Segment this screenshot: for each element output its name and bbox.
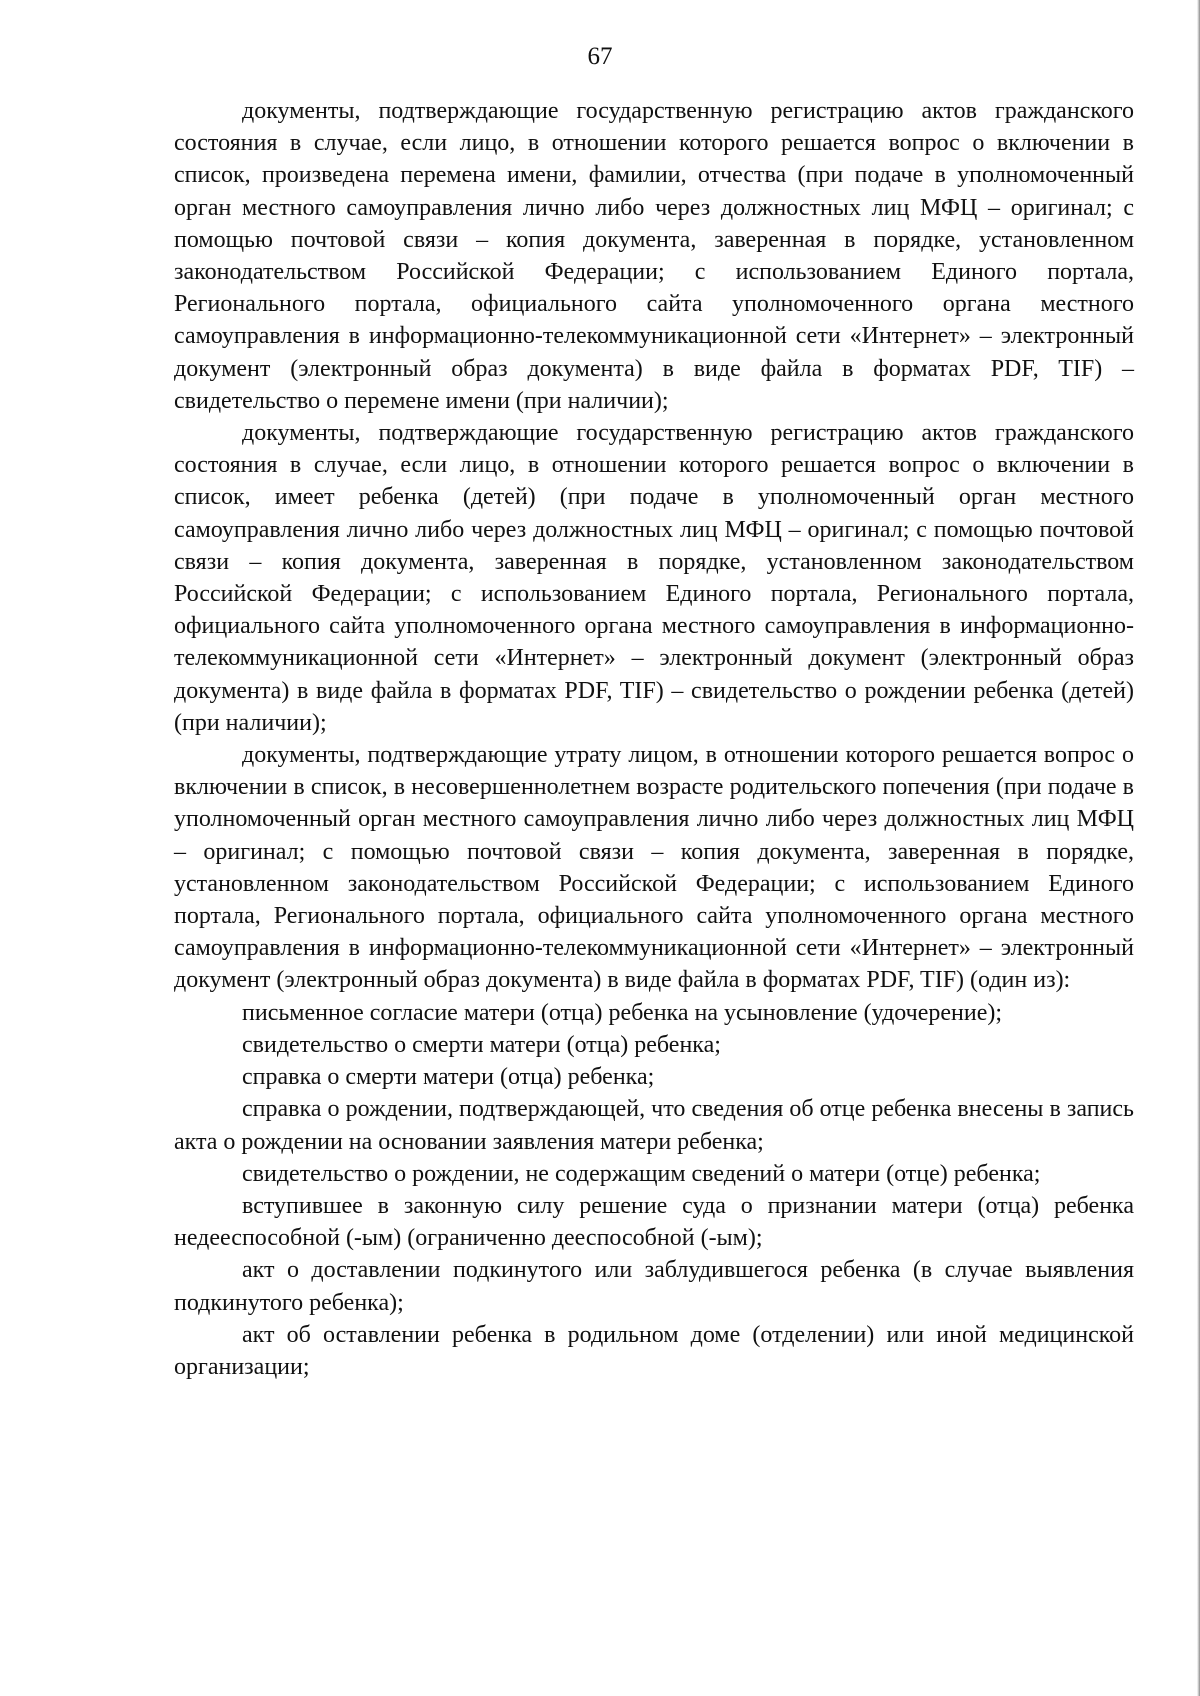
list-item-foundling-act: акт о доставлении подкинутого или заблудившегося ребенка (в случае выявления подкинутого ребенка); — [174, 1257, 1134, 1316]
list-item-adoption-consent: письменное согласие матери (отца) ребенка на усыновление (удочерение); — [242, 999, 1003, 1026]
list-item-court-decision: вступившее в законную силу решение суда о признании матери (отца) ребенка недееспособной (-ым) (ограниченно дееспособной (-ым); — [174, 1192, 1134, 1252]
list-item-death-certificate: свидетельство о смерти матери (отца) ребенка; — [242, 1031, 721, 1058]
list-item-death-note: справка о смерти матери (отца) ребенка; — [242, 1064, 655, 1091]
list-item-birth-certificate: свидетельство о рождении, не содержащим сведений о матери (отце) ребенка; — [242, 1160, 1041, 1187]
document-body — [174, 95, 1134, 1383]
list-item-birth-note: справка о рождении, подтверждающей, что сведения об отце ребенка внесены в запись акта о рождении на основании заявления матери ребенка; — [174, 1096, 1134, 1155]
paragraph-name-change-documents: документы, подтверждающие государственную регистрацию актов гражданского состояния в случае, если лицо, в отношении которого решается вопрос о включении в список, произведена перемена имени, фамилии, отчества (при подаче в уполномоченный орган местного самоуправления лично либо через должностных лиц МФЦ – оригинал; с помощью почтовой связи – копия документа, заверенная в порядке, установленном законодательством Российской Федерации; с использованием Единого портала, Регионального портала, официального сайта уполномоченного органа местного самоуправления в информационно-телекоммуникационной сети «Интернет» – электронный документ (электронный образ документа) в виде файла в форматах PDF, TIF) – свидетельство о перемене имени (при наличии); — [174, 98, 1134, 414]
page-number: 67 — [587, 43, 613, 70]
paragraph-parental-care-loss: документы, подтверждающие утрату лицом, в отношении которого решается вопрос о включении в список, в несовершеннолетнем возрасте родительского попечения (при подаче в уполномоченный орган местного самоуправления лично либо через должностных лиц МФЦ – оригинал; с помощью почтовой связи – копия документа, заверенная в порядке, установленном законодательством Российской Федерации; с использованием Единого портала, Регионального портала, официального сайта уполномоченного органа местного самоуправления в информационно-телекоммуникационной сети «Интернет» – электронный документ (электронный образ документа) в виде файла в форматах PDF, TIF) (один из): — [174, 742, 1134, 994]
list-item-maternity-act: акт об оставлении ребенка в родильном доме (отделении) или иной медицинской организации; — [174, 1321, 1134, 1380]
paragraph-child-documents: документы, подтверждающие государственную регистрацию актов гражданского состояния в случае, если лицо, в отношении которого решается вопрос о включении в список, имеет ребенка (детей) (при подаче в уполномоченный орган местного самоуправления лично либо через должностных лиц МФЦ – оригинал; с помощью почтовой связи – копия документа, заверенная в порядке, установленном законодательством Российской Федерации; с использованием Единого портала, Регионального портала, официального сайта уполномоченного органа местного самоуправления в информационно-телекоммуникационной сети «Интернет» – электронный документ (электронный образ документа) в виде файла в форматах PDF, TIF) – свидетельство о рождении ребенка (детей) (при наличии); — [174, 420, 1134, 736]
